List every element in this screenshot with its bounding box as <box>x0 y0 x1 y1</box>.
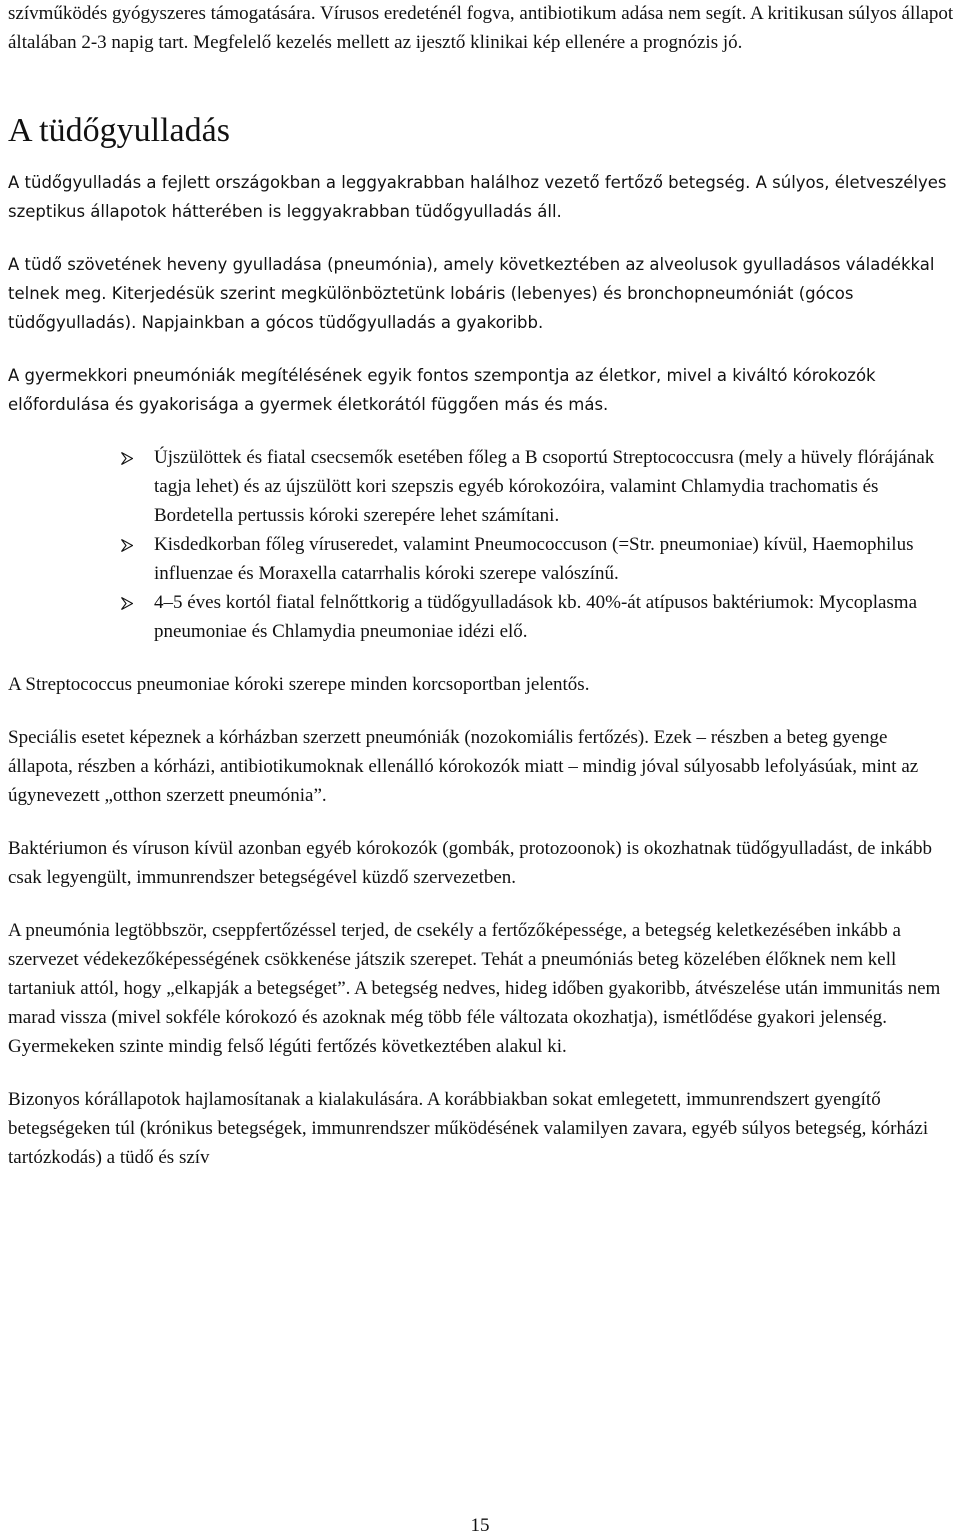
intro-paragraph: szívműködés gyógyszeres támogatására. Vírusos eredeténél fogva, antibiotikum adása nem segít. A kritikusan súlyos állapot általában 2-3 napig tart. Megfelelő kezelés mellett az ijesztő klinikai kép ellenére a prognózis jó. <box>8 3 954 53</box>
list-item-text: Kisdedkorban főleg víruseredet, valamint Pneumococcuson (=Str. pneumoniae) kívül, Haemophilus influenzae és Moraxella catarrhalis kóroki szerepe valószínű. <box>154 534 914 584</box>
arrowhead-bullet-icon <box>121 539 133 552</box>
paragraph-streptococcus: A Streptococcus pneumoniae kóroki szerepe minden korcsoportban jelentős. <box>8 674 590 695</box>
document-page <box>8 0 954 1172</box>
list-item-text: Újszülöttek és fiatal csecsemők esetében főleg a B csoportú Streptococcusra (mely a hüvely flórájának tagja lehet) és az újszülött kori szepszis egyéb kórokozóira, valamint Chlamydia trachomatis és Bordetella pertussis kóroki szerepére lehet számítani. <box>154 447 935 526</box>
paragraph-other-pathogens: Baktériumon és víruson kívül azonban egyéb kórokozók (gombák, protozoonok) is okozhatnak tüdőgyulladást, de inkább csak legyengült, immunrendszer betegségével küzdő szervezetben. <box>8 838 932 888</box>
paragraph-mortality: A tüdőgyulladás a fejlett országokban a leggyakrabban halálhoz vezető fertőző betegség. A súlyos, életveszélyes szeptikus állapotok hátterében is leggyakrabban tüdőgyulladás áll. <box>8 173 947 221</box>
paragraph-childhood: A gyermekkori pneumóniák megítélésének egyik fontos szempontja az életkor, mivel a kiváltó kórokozók előfordulása és gyakorisága a gyermek életkorától függően más és más. <box>8 366 876 414</box>
list-item <box>121 588 954 646</box>
paragraph-predisposing: Bizonyos kórállapotok hajlamosítanak a kialakulására. A korábbiakban sokat emlegetett, immunrendszert gyengítő betegségeken túl (krónikus betegségek, immunrendszer működésének valamilyen zavara, egyéb súlyos betegség, kórházi tartózkodás) a tüdő és szív <box>8 1089 929 1168</box>
list-item-text: 4–5 éves kortól fiatal felnőttkorig a tüdőgyulladások kb. 40%-át atípusos baktériumok: Mycoplasma pneumoniae és Chlamydia pneumoniae idézi elő. <box>154 592 918 642</box>
list-item <box>121 443 954 530</box>
paragraph-definition: A tüdő szövetének heveny gyulladása (pneumónia), amely következtében az alveolusok gyulladásos váladékkal telnek meg. Kiterjedésük szerint megkülönböztetünk lobáris (lebenyes) és bronchopneumóniát (gócos tüdőgyulladás). Napjainkban a gócos tüdőgyulladás a gyakoribb. <box>8 255 935 332</box>
list-item <box>121 530 954 588</box>
page-number: 15 <box>470 1515 490 1536</box>
section-heading: A tüdőgyulladás <box>8 112 230 149</box>
arrowhead-bullet-icon <box>121 452 133 465</box>
paragraph-nosocomial: Speciális esetet képeznek a kórházban szerzett pneumóniák (nozokomiális fertőzés). Ezek – részben a beteg gyenge állapota, részben a kórházi, antibiotikumoknak ellenálló kórokozók miatt – mindig jóval súlyosabb lefolyásúak, mint az úgynevezett „otthon szerzett pneumónia”. <box>8 727 919 806</box>
pathogen-age-list <box>8 443 954 646</box>
paragraph-transmission: A pneumónia legtöbbször, cseppfertőzéssel terjed, de csekély a fertőzőképessége, a betegség keletkezésében inkább a szervezet védekezőképességének csökkenése játszik szerepet. Tehát a pneumóniás beteg közelében élőknek nem kell tartaniuk attól, hogy „elkapják a betegséget”. A betegség nedves, hideg időben gyakoribb, átvészelése után immunitás nem marad vissza (mivel sokféle kórokozó és azoknak még több féle változata okozhatja), ismétlődése gyakori jelenség. Gyermekeken szinte mindig felső légúti fertőzés következtében alakul ki. <box>8 920 941 1057</box>
arrowhead-bullet-icon <box>121 597 133 610</box>
